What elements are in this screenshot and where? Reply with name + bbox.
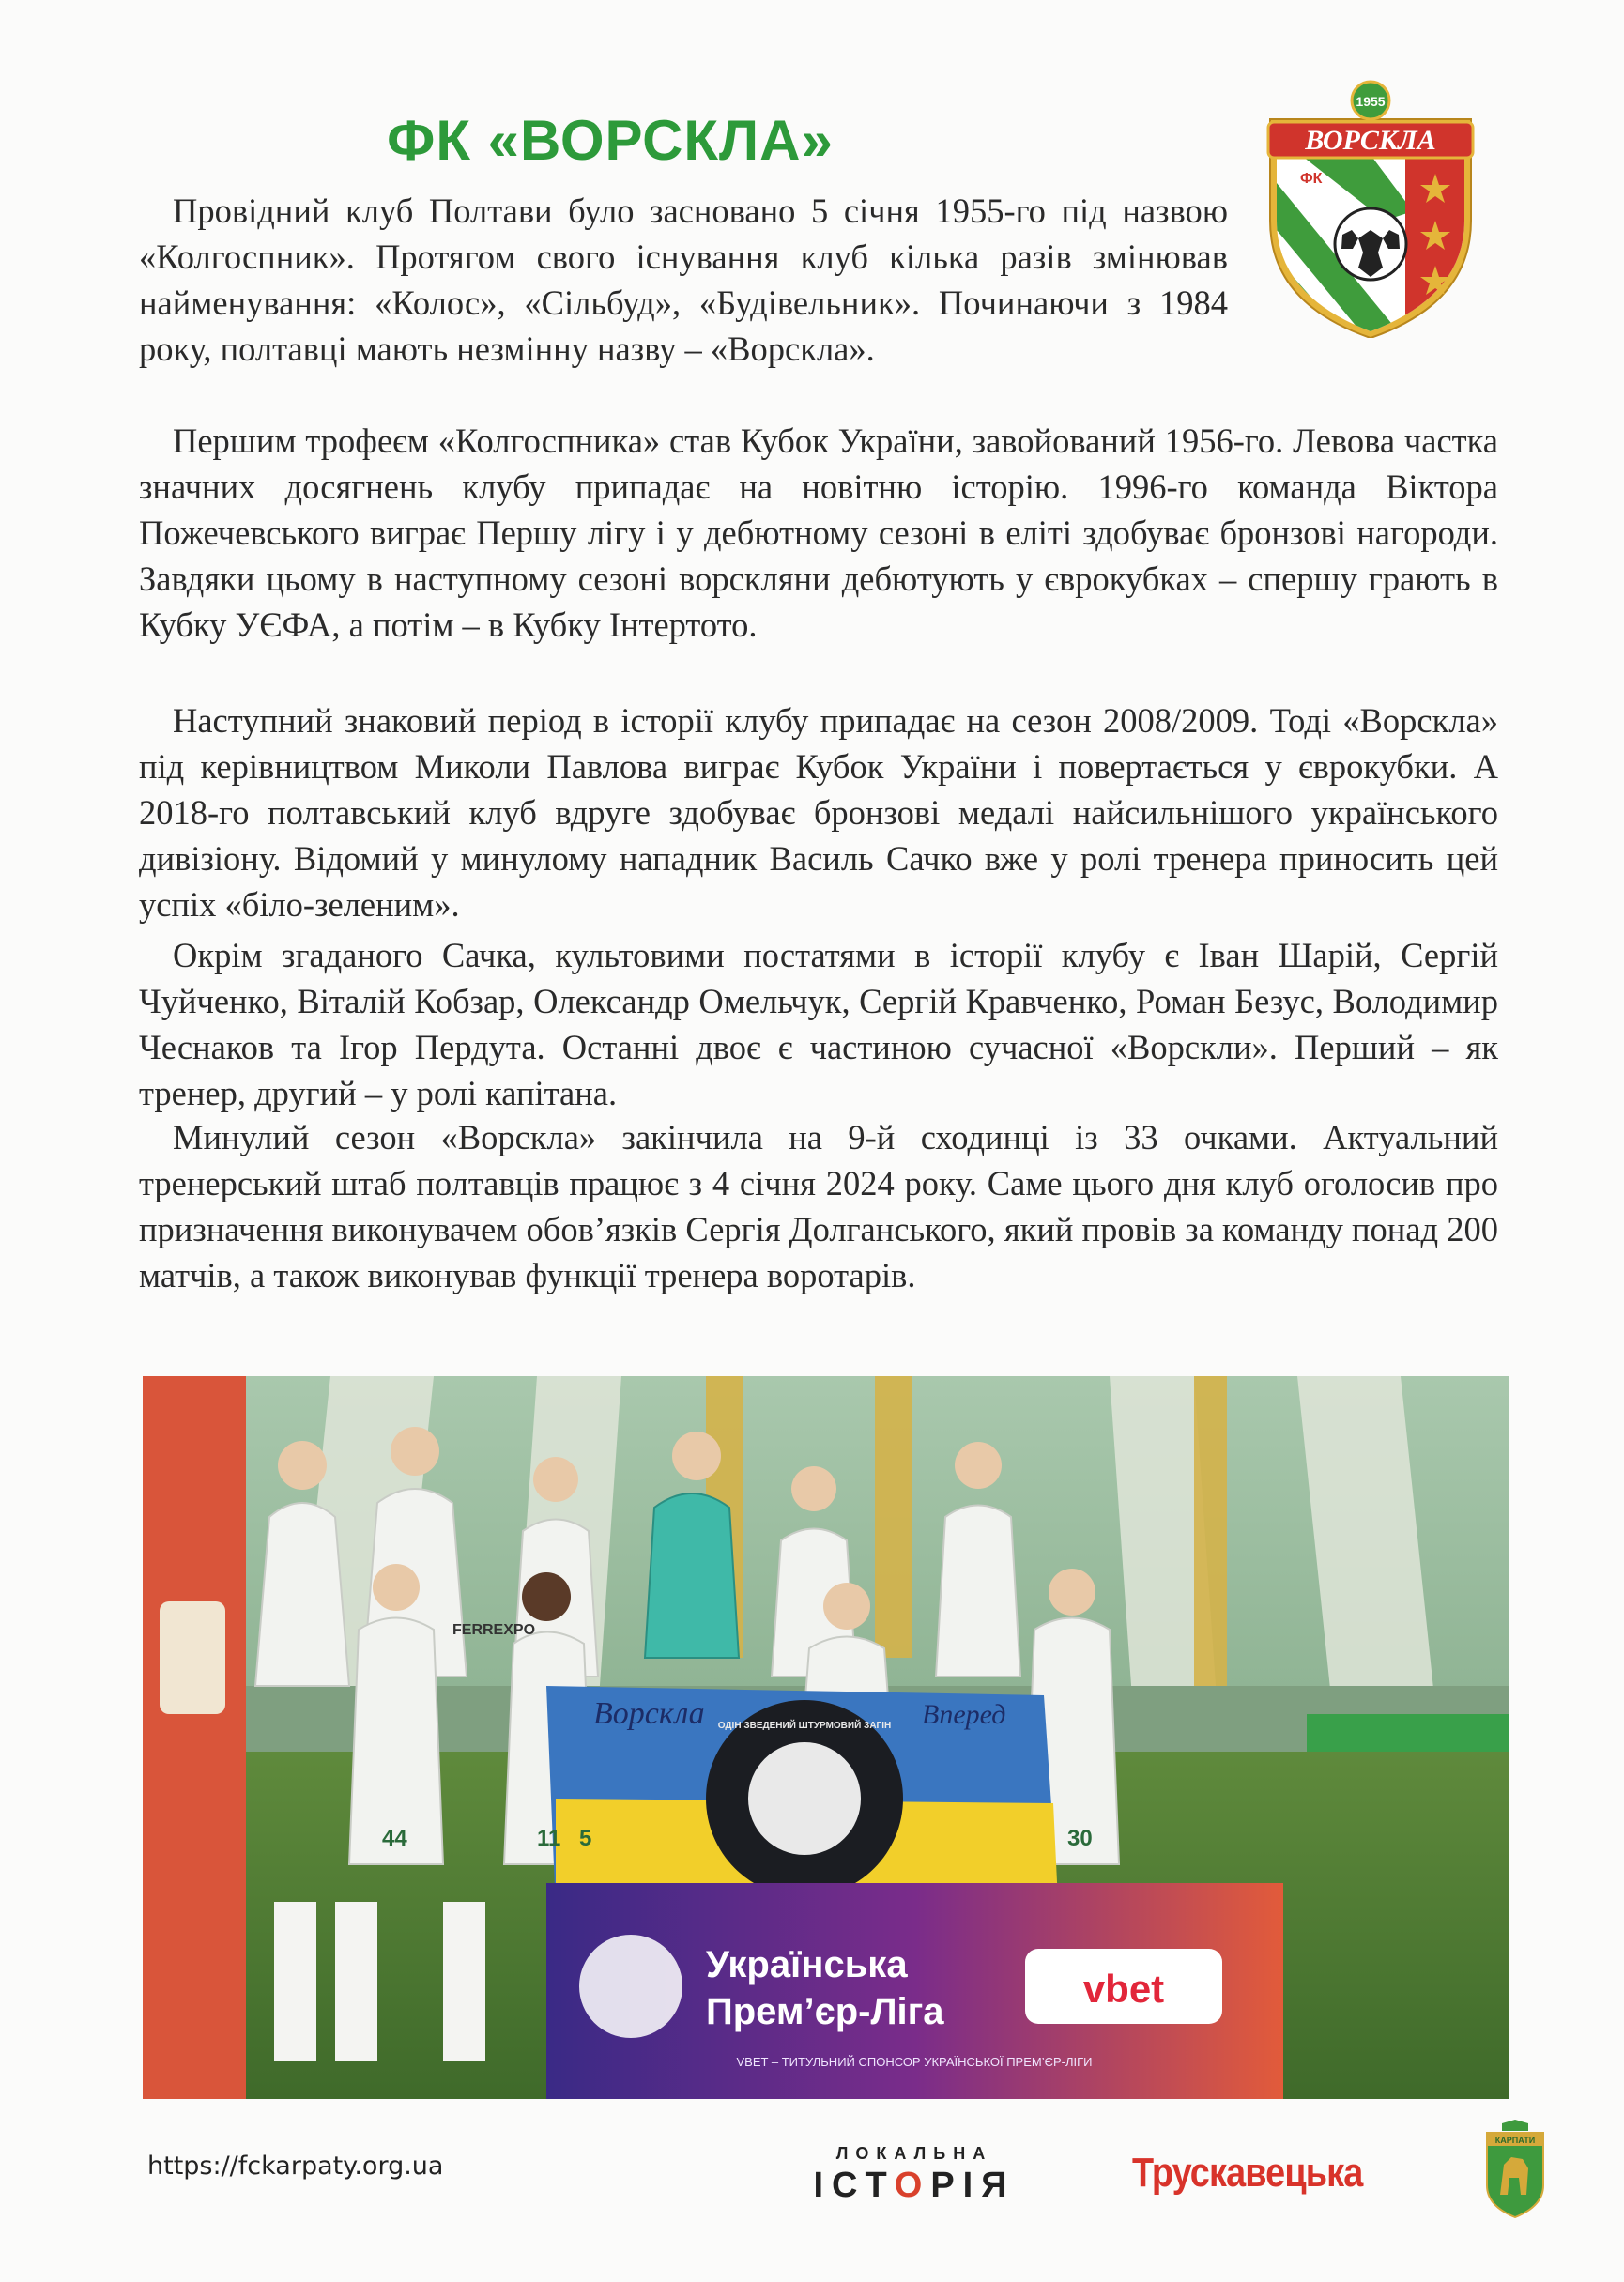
banner-small-text: VBET – ТИТУЛЬНИЙ СПОНСОР УКРАЇНСЬКОЇ ПРЕМ’ЄР-ЛІГИ: [736, 2055, 1093, 2069]
karpaty-crest-icon: [1483, 2120, 1547, 2218]
crest-name: ВОРСКЛА: [1305, 125, 1436, 156]
badge-text: ОДІН ЗВЕДЕНИЙ ШТУРМОВИЙ ЗАГІН: [717, 1721, 892, 1731]
local-history-big-b: РІЯ: [930, 2166, 1016, 2205]
shirt-number: 44: [382, 1826, 407, 1851]
shirt-number: 11: [537, 1826, 561, 1851]
flag-text-right: Вперед: [922, 1699, 1006, 1730]
banner-line-2: Прем’єр-Ліга: [706, 1991, 944, 2032]
page-title: ФК «ВОРСКЛА»: [387, 109, 834, 172]
crest-year: 1955: [1356, 94, 1386, 109]
local-history-small: ЛОКАЛЬНА: [835, 2144, 993, 2163]
local-history-big-o: О: [894, 2166, 931, 2205]
team-photo-illustration: [143, 1376, 1509, 2099]
shirt-number: 30: [1067, 1826, 1093, 1851]
flag-text-left: Ворскла: [593, 1696, 705, 1731]
crest-prefix: ФК: [1300, 171, 1323, 187]
photo-sponsor-text: FERREXPO: [452, 1622, 536, 1638]
banner-line-1: Українська: [706, 1944, 908, 1985]
paragraph-last-season: Минулий сезон «Ворскла» закінчила на 9-й сходинці із 33 очками. Актуальний тренерський штаб полтавців працює з 4 січня 2024 року. Саме цього дня клуб оголосив про призначення виконувачем обов’язків Сергія Долганського, який провів за команду понад 200 матчів, а також виконував функції тренера воротарів.: [139, 1118, 1498, 1294]
paragraph-2008-season: Наступний знаковий період в історії клубу припадає на сезон 2008/2009. Тоді «Ворскла» під керівництвом Миколи Павлова виграє Кубок України і повертається у єврокубки. А 2018-го полтавський клуб вдруге здобуває бронзові медалі найсильнішого українського дивізіону. Відомий у минулому нападник Василь Сачко вже у ролі тренера приносить цей успіх «біло-зеленим».: [139, 701, 1498, 924]
truskavetska-logo: Трускавецька: [1132, 2150, 1363, 2196]
website-link[interactable]: https://fckarpaty.org.ua: [147, 2152, 444, 2181]
team-photo: [143, 1376, 1509, 2099]
vorskla-crest-logo: [1263, 80, 1478, 338]
karpaty-label: КАРПАТИ: [1494, 2136, 1536, 2145]
paragraph-cult-players: Окрім згаданого Сачка, культовими постатями в історії клубу є Іван Шарій, Сергій Чуйченко, Віталій Кобзар, Олександр Омельчук, Сергій Кравченко, Роман Безус, Володимир Чеснаков та Ігор Пердута. Останні двоє є частиною сучасної «Ворскли». Перший – як тренер, другий – у ролі капітана.: [139, 936, 1498, 1112]
banner-sponsor: vbet: [1082, 1967, 1165, 2011]
paragraph-history-founding: Провідний клуб Полтави було засновано 5 січня 1955-го під назвою «Колгоспник». Протягом свого існування клуб кілька разів змінював найменування: «Колос», «Сільбуд», «Будівельник». Починаючи з 1984 року, полтавці мають незмінну назву – «Ворскла».: [139, 191, 1228, 368]
local-history-big-a: ІСТ: [813, 2166, 895, 2205]
paragraph-first-trophy: Першим трофеєм «Колгоспника» став Кубок України, завойований 1956-го. Левова частка значних досягнень клубу припадає на новітню історію. 1996-го команда Віктора Пожечевського виграє Першу лігу і у дебютному сезоні в еліті здобуває бронзові нагороди. Завдяки цьому в наступному сезоні ворскляни дебютують у єврокубках – спершу грають в Кубку УЄФА, а потім – в Кубку Інтертото.: [139, 421, 1498, 644]
shirt-number: 5: [579, 1826, 592, 1851]
local-history-logo: [787, 2144, 1042, 2206]
